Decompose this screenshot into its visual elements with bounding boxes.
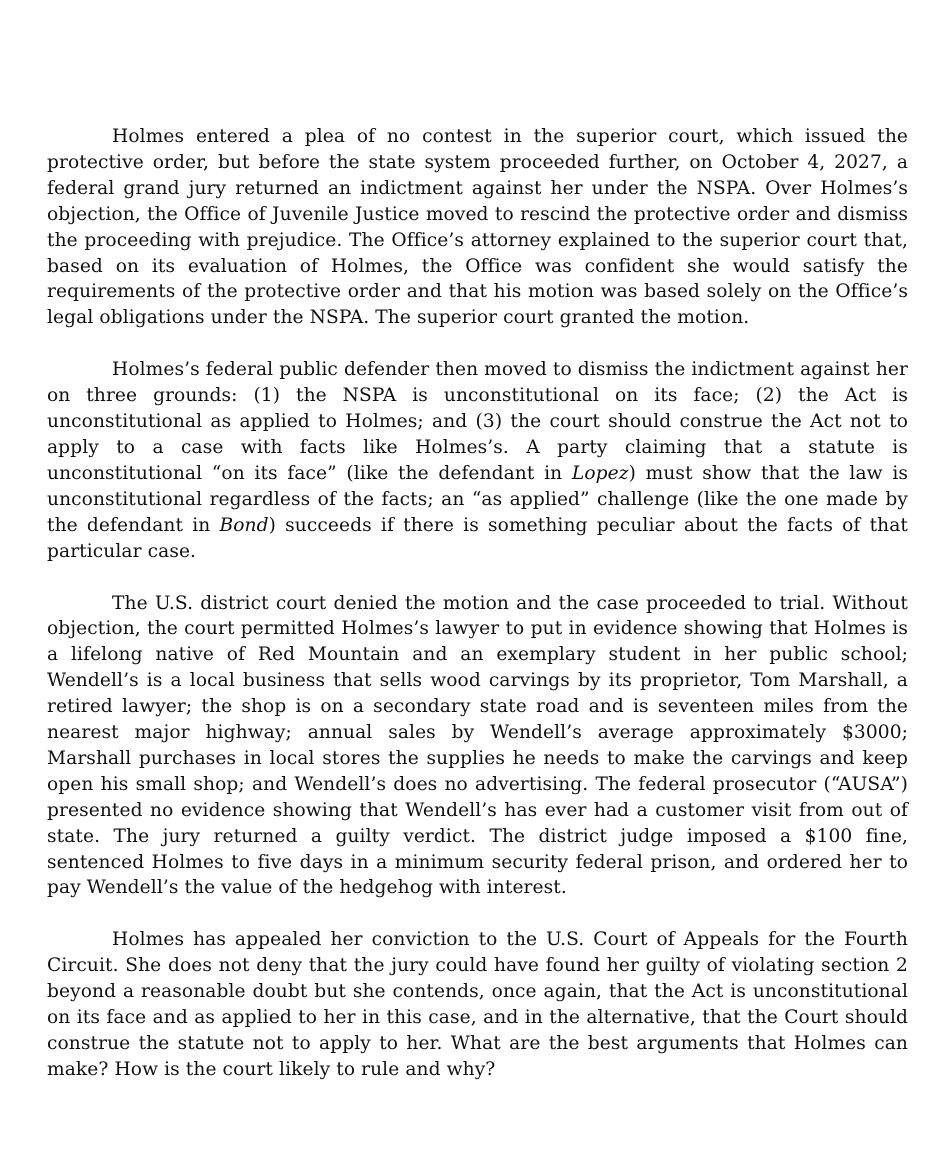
text-segment: Holmes entered a plea of no contest in the superior court, which issued the protective order, but before the state system proceeded further, on October 4, 2027, a federal grand jury returned an indictment against her under the NSPA. Over Holmes’s objection, the Office of Juvenile Justice moved to rescind the protective order and dismiss the proceeding with prejudice. The Office’s attorney explained to the superior court that, based on its evaluation of Holmes, the Office was confident she would satisfy the requirements of the protective order and that his motion was based solely on the Office’s legal obligations under the NSPA. The superior court granted the motion. xyxy=(47,126,908,329)
paragraph-motion-to-dismiss xyxy=(47,357,908,564)
case-name-lopez: Lopez xyxy=(571,462,629,484)
text-segment: ) must show that the law is unconstitutional regardless of the facts; an “as applied” challenge (like the one made by the defendant in xyxy=(47,462,909,536)
text-segment: Holmes has appealed her conviction to the U.S. Court of Appeals for the Fourth Circuit. She does not deny that the jury could have found her guilty of violating section 2 beyond a reasonable doubt but she contends, once again, that the Act is unconstitutional on its face and as applied to her in this case, and in the alternative, that the Court should construe the statute not to apply to her. What are the best arguments that Holmes can make? How is the court likely to rule and why? xyxy=(47,929,908,1080)
text-segment: ) succeeds if there is something peculiar about the facts of that particular case. xyxy=(47,514,908,562)
paragraph-appeal xyxy=(47,927,908,1082)
document-body xyxy=(47,124,908,1083)
text-segment: The U.S. district court denied the motion and the case proceeded to trial. Without objection, the court permitted Holmes’s lawyer to put in evidence showing that Holmes is a lifelong native of Red Mountain and an exemplary student in her public school; Wendell’s is a local business that sells wood carvings by its proprietor, Tom Marshall, a retired lawyer; the shop is on a secondary state road and is seventeen miles from the nearest major highway; annual sales by Wendell’s average approximately $3000; Marshall purchases in local stores the supplies he needs to make the carvings and keep open his small shop; and Wendell’s does no advertising. The federal prosecutor (“AUSA”) presented no evidence showing that Wendell’s has ever had a customer visit from out of state. The jury returned a guilty verdict. The district judge imposed a $100 fine, sentenced Holmes to five days in a minimum security federal prison, and ordered her to pay Wendell’s the value of the hedgehog with interest. xyxy=(47,592,908,899)
case-name-bond: Bond xyxy=(219,514,269,536)
text-segment: Holmes’s federal public defender then moved to dismiss the indictment against her on three grounds: (1) the NSPA is unconstitutional on its face; (2) the Act is unconstitutional as applied to Holmes; and (3) the court should construe the Act not to apply to a case with facts like Holmes’s. A party claiming that a statute is unconstitutional “on its face” (like the defendant in xyxy=(47,359,908,484)
paragraph-plea xyxy=(47,124,908,331)
paragraph-trial xyxy=(47,591,908,902)
